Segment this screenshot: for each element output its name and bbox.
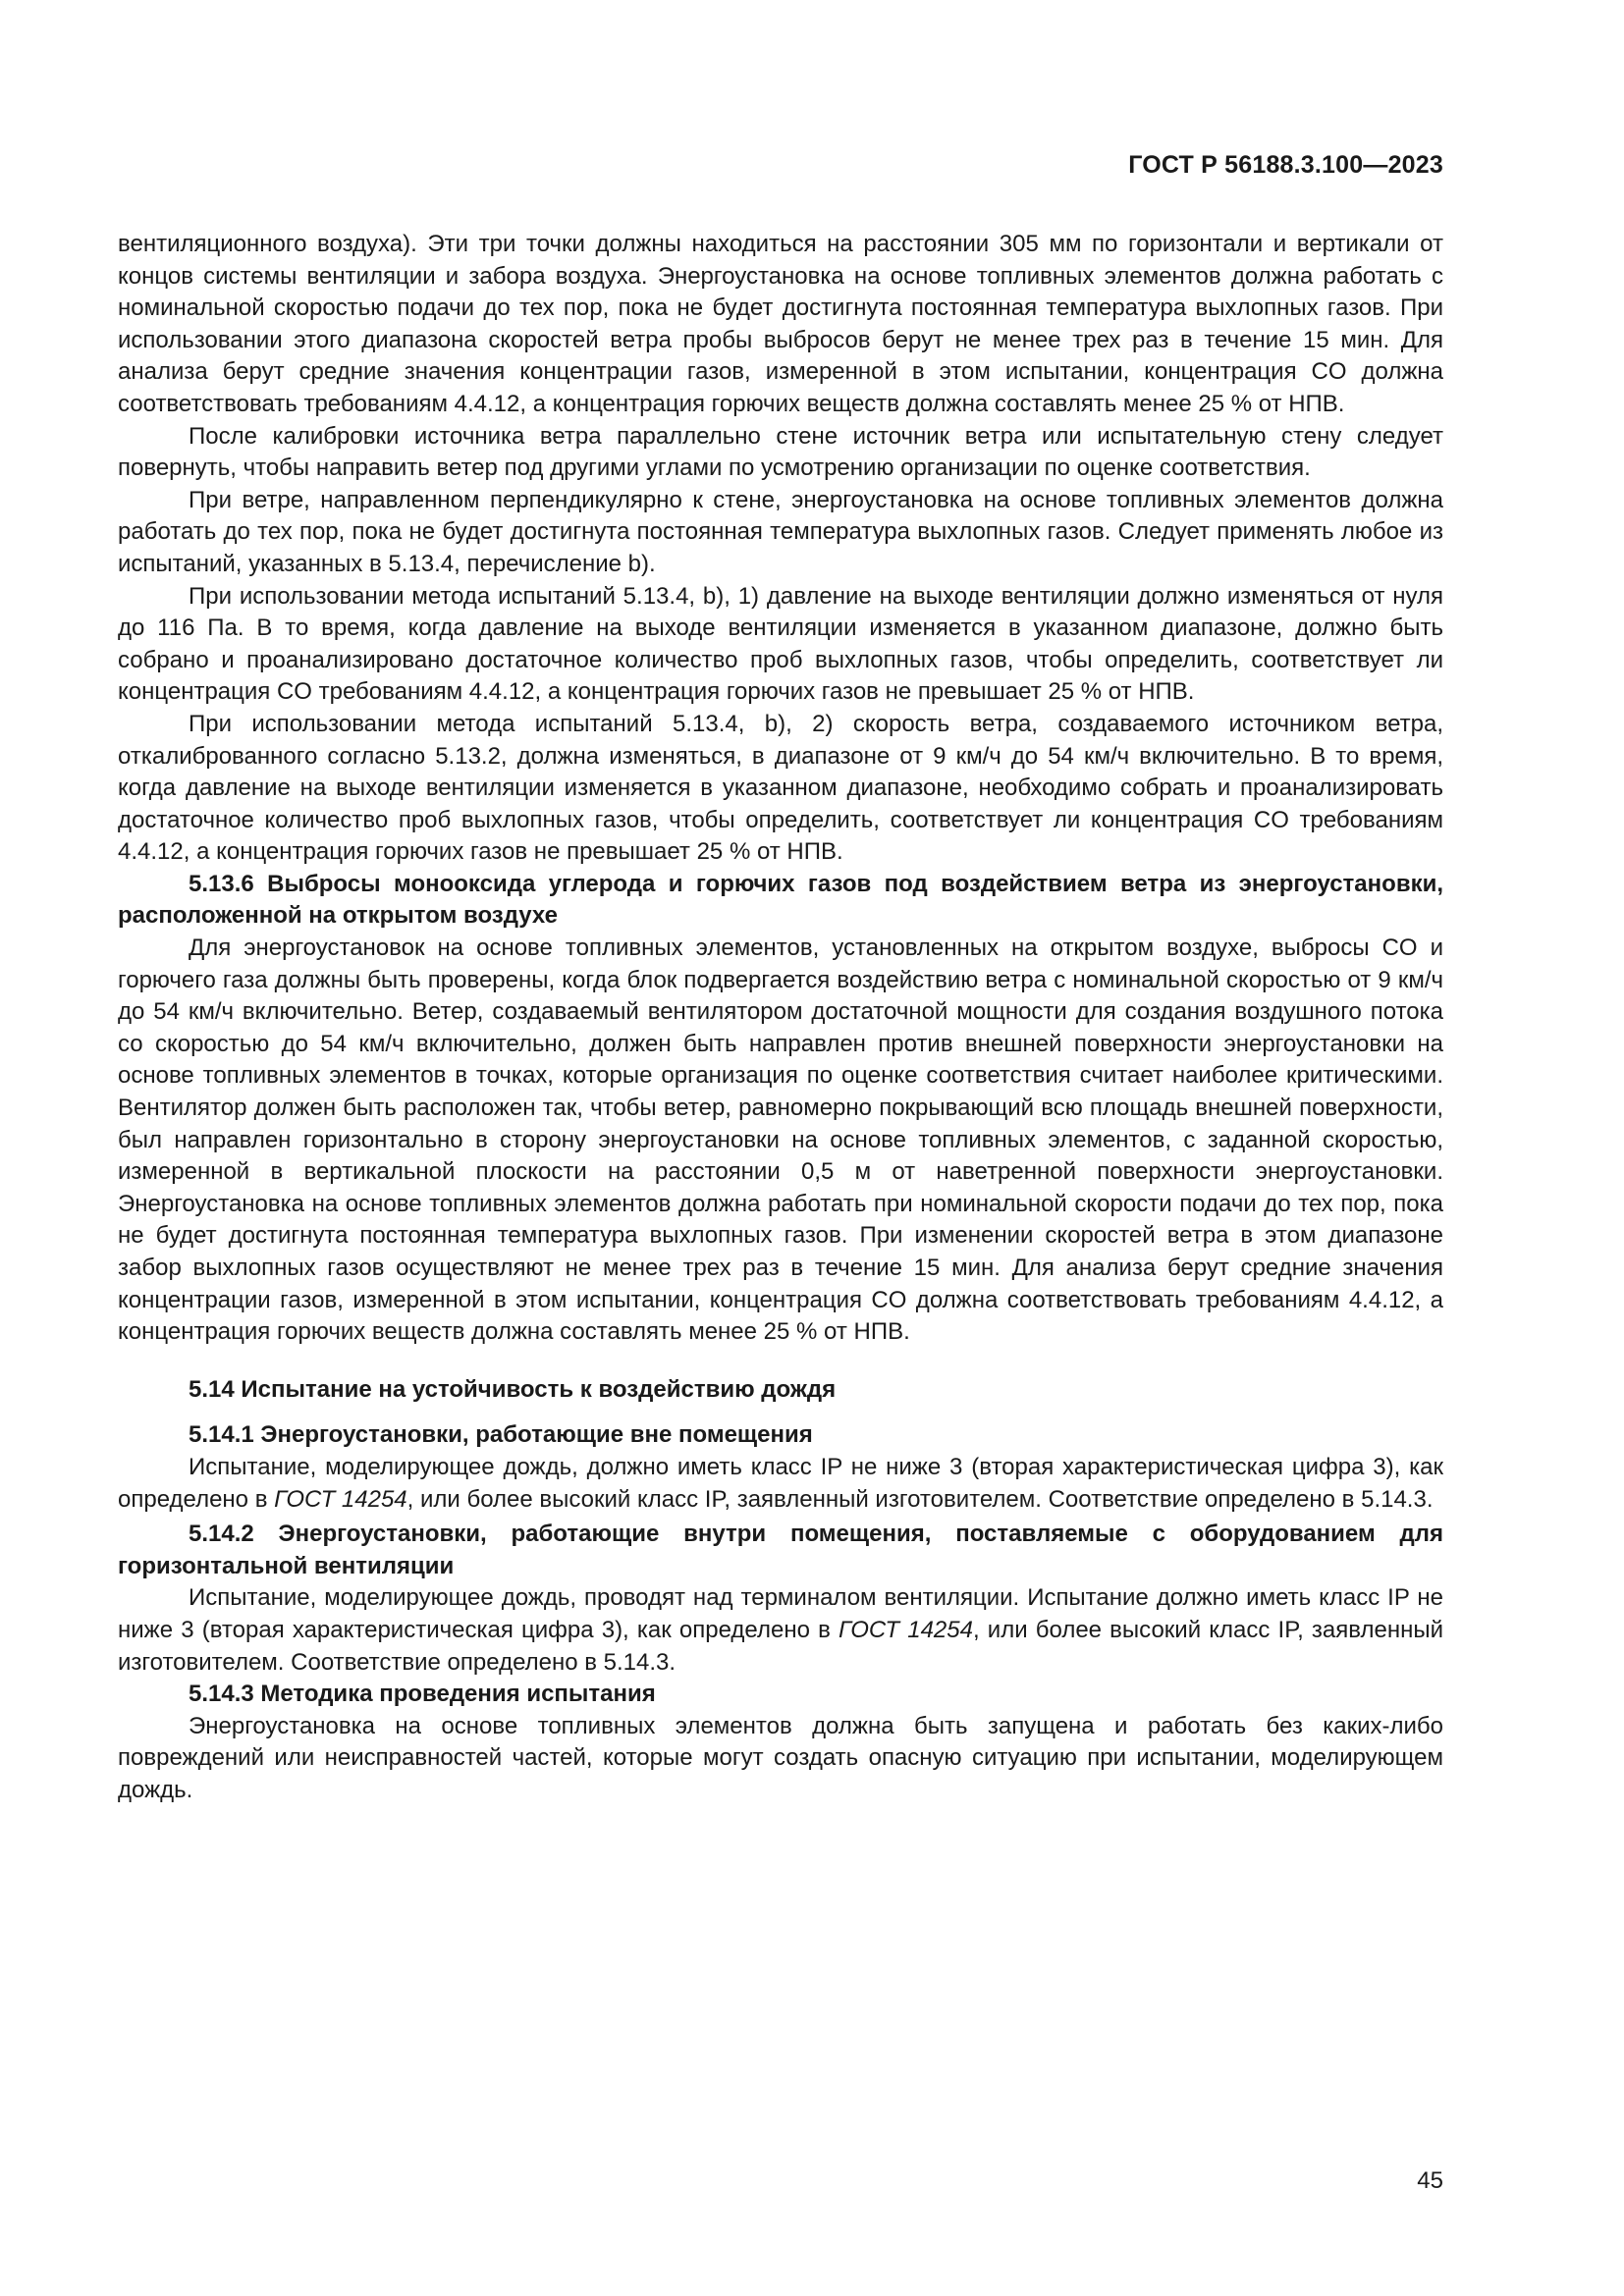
section-heading-5-14-3: 5.14.3 Методика проведения испытания xyxy=(189,1681,656,1708)
paragraph-perpendicular-wind: При ветре, направленном перпендикулярно к стене, энергоустановка на основе топливных элементов должна работать до тех пор, пока не будет достигнута постоянная температура выхлопных газов. Следует применять любое из испытаний, указанных в 5.13.4, перечисление b). xyxy=(118,486,1443,577)
text-fragment: Испытание, моделирующее дождь, проводят над терминалом вентиляции. Испытание должно иметь класс IP не ниже 3 (вторая характеристическая цифра 3), как определено в xyxy=(118,1584,1443,1643)
text-fragment: , или более высокий класс IP, заявленный изготовителем. Соответствие определено в 5.14.3. xyxy=(406,1485,1434,1513)
paragraph-test-procedure: Энергоустановка на основе топливных элементов должна быть запущена и работать без каких-либо повреждений или неисправностей частей, которые могут создать опасную ситуацию при испытании, моделирующем дождь. xyxy=(118,1712,1443,1803)
text-fragment: Испытание, моделирующее дождь, должно иметь класс IP не ниже 3 (вторая характеристическая цифра 3), как определено в xyxy=(118,1453,1443,1513)
section-heading-5-13-6: 5.13.6 Выбросы монооксида углерода и горючих газов под воздействием ветра из энергоустановки, расположенной на открытом воздухе xyxy=(118,870,1443,930)
section-heading-5-14-1: 5.14.1 Энергоустановки, работающие вне помещения xyxy=(189,1421,813,1449)
standard-reference: ГОСТ 14254 xyxy=(838,1616,973,1643)
standard-designation: ГОСТ Р 56188.3.100—2023 xyxy=(1128,151,1443,179)
page-number: 45 xyxy=(1417,2167,1443,2194)
text-fragment: , или более высокий класс IP, заявленный изготовителем. Соответствие определено в 5.14.3. xyxy=(118,1616,1443,1676)
paragraph-outdoor-emissions: Для энергоустановок на основе топливных элементов, установленных на открытом воздухе, выбросы CO и горючего газа должны быть проверены, когда блок подвергается воздействию ветра с номинальной скоростью от 9 км/ч до 54 км/ч включительно. Ветер, создаваемый вентилятором достаточной мощности для создания воздушного потока со скоростью до 54 км/ч включительно, должен быть направлен против внешней поверхности энергоустановки на основе топливных элементов в точках, которые организация по оценке соответствия считает наиболее критическими. Вентилятор должен быть расположен так, чтобы ветер, равномерно покрывающий всю площадь внешней поверхности, был направлен горизонтально в сторону энергоустановки на основе топливных элементов, с заданной скоростью, измеренной в вертикальной плоскости на расстоянии 0,5 м от наветренной поверхности энергоустановки. Энергоустановка на основе топливных элементов должна работать при номинальной скорости подачи до тех пор, пока не будет достигнута постоянная температура выхлопных газов. При изменении скоростей ветра в этом диапазоне забор выхлопных газов осуществляют не менее трех раз в течение 15 мин. Для анализа берут средние значения концентрации газов, измеренной в этом испытании, концентрация CO должна соответствовать требованиям 4.4.12, а концентрация горючих веществ должна составлять менее 25 % от НПВ. xyxy=(118,934,1443,1346)
paragraph-method-1: При использовании метода испытаний 5.13.4, b), 1) давление на выходе вентиляции должно изменяться от нуля до 116 Па. В то время, когда давление на выходе вентиляции изменяется в указанном диапазоне, должно быть собрано и проанализировано достаточное количество проб выхлопных газов, чтобы определить, соответствует ли концентрация CO требованиям 4.4.12, а концентрация горючих газов не превышает 25 % от НПВ. xyxy=(118,582,1443,706)
standard-reference: ГОСТ 14254 xyxy=(274,1485,407,1513)
paragraph-indoor-rain-test xyxy=(118,1582,1443,1679)
paragraph-ventilation-points: вентиляционного воздуха). Эти три точки должны находиться на расстоянии 305 мм по горизонтали и вертикали от концов системы вентиляции и забора воздуха. Энергоустановка на основе топливных элементов должна работать с номинальной скоростью подачи до тех пор, пока не будет достигнута постоянная температура выхлопных газов. При использовании этого диапазона скоростей ветра пробы выбросов берут не менее трех раз в течение 15 мин. Для анализа берут средние значения концентрации газов, измеренной в этом испытании, концентрация CO должна соответствовать требованиям 4.4.12, а концентрация горючих веществ должна составлять менее 25 % от НПВ. xyxy=(118,231,1443,417)
document-body xyxy=(118,229,1443,1807)
section-heading-5-14-2: 5.14.2 Энергоустановки, работающие внутри помещения, поставляемые с оборудованием для горизонтальной вентиляции xyxy=(118,1521,1443,1579)
section-heading-5-14: 5.14 Испытание на устойчивость к воздействию дождя xyxy=(189,1375,837,1403)
paragraph-outdoor-rain-test xyxy=(118,1452,1443,1516)
paragraph-method-2: При использовании метода испытаний 5.13.4, b), 2) скорость ветра, создаваемого источником ветра, откалиброванного согласно 5.13.2, должна изменяться, в диапазоне от 9 км/ч до 54 км/ч включительно. В то время, когда давление на выходе вентиляции изменяется в указанном диапазоне, необходимо собрать и проанализировать достаточное количество проб выхлопных газов, чтобы определить, соответствует ли концентрация CO требованиям 4.4.12, а концентрация горючих газов не превышает 25 % от НПВ. xyxy=(118,710,1443,866)
paragraph-wind-rotation: После калибровки источника ветра параллельно стене источник ветра или испытательную стену следует повернуть, чтобы направить ветер под другими углами по усмотрению организации по оценке соответствия. xyxy=(118,422,1443,482)
